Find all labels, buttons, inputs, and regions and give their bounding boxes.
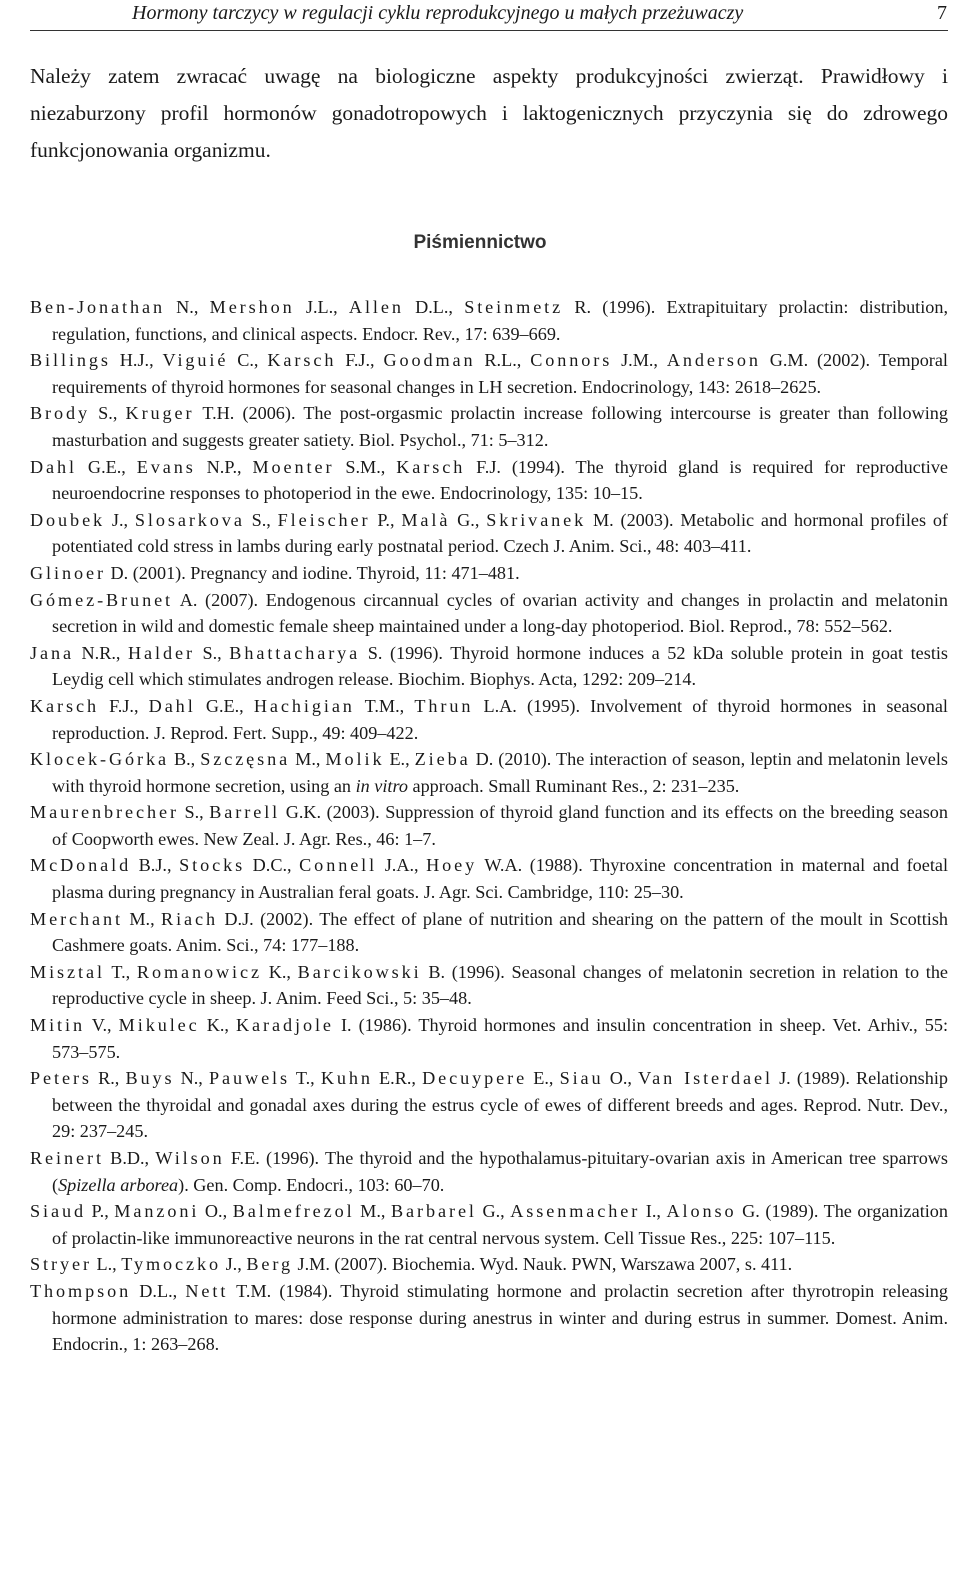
author-name: Ben-Jonathan (30, 297, 165, 317)
author-name: Connell (299, 855, 378, 876)
reference-list (30, 294, 948, 1358)
author-name: Alonso (666, 1201, 737, 1222)
reference-text: T.H. (2006). The post-orgasmic prolactin increase following intercourse is greater than following masturbation and suggests greater satiety. Biol. Psychol., 71: 5–312. (52, 403, 948, 450)
author-name: Balmefrezol (232, 1201, 355, 1222)
author-name: Decuypere (422, 1068, 528, 1089)
author-name: Misztal (30, 961, 105, 982)
reference-text: I., (640, 1201, 667, 1222)
reference-text: L.A. (1995). Involvement of thyroid hormones in seasonal reproduction. J. Reprod. Fert. Supp., 49: 409–422. (52, 695, 948, 743)
reference-item (30, 852, 948, 905)
reference-text: B. (1996). Seasonal changes of melatonin secretion in relation to the reproductive cycle in sheep. J. Anim. Feed Sci., 5: 35–48. (52, 961, 948, 1009)
author-name: McDonald (30, 855, 132, 876)
reference-item (30, 1145, 948, 1198)
author-name: Van Isterdael (638, 1068, 773, 1089)
intro-paragraph: Należy zatem zwracać uwagę na biologiczne aspekty produkcyjności zwierząt. Prawidłowy i niezaburzony profil hormonów gonadotropowych i laktogenicznych przyczynia się do zdrowego funkcjonowania organizmu. (30, 64, 948, 162)
reference-item (30, 1278, 948, 1358)
author-name: Mershon (209, 297, 295, 317)
author-name: Hoey (426, 855, 478, 876)
reference-text: K., (199, 1015, 236, 1036)
author-name: Glinoer (30, 562, 106, 583)
author-name: Viguié (162, 350, 229, 371)
author-name: Gómez-Brunet (30, 589, 174, 610)
reference-text: T., (290, 1068, 321, 1089)
author-name: Merchant (30, 908, 123, 929)
author-name: Moenter (252, 456, 335, 477)
reference-text: J. (1989). Relationship between the thyroidal and gonadal axes during the estrus cycle of ewes of different breeds and ages. Reprod. Nutr. Dev., 29: 237–245. (52, 1068, 948, 1142)
reference-text: P., (86, 1201, 115, 1222)
reference-text: ). Gen. Comp. Endocri., 103: 60–70. (178, 1174, 445, 1195)
reference-text: V., (85, 1015, 119, 1036)
author-name: Berg (246, 1254, 293, 1275)
reference-text: S. (1996). Thyroid hormone induces a 52 kDa soluble protein in goat testis Leydig cell which stimulates androgen release. Biochim. Biophys. Acta, 1292: 209–214. (52, 642, 948, 690)
reference-text: I. (1986). Thyroid hormones and insulin concentration in sheep. Vet. Arhiv., 55: 573–575. (52, 1015, 948, 1062)
author-name: Jana (30, 642, 74, 663)
author-name: Slosarkova (134, 509, 245, 530)
reference-text: D.C., (245, 855, 300, 876)
author-name: Manzoni (114, 1201, 200, 1222)
reference-text: F.J., (98, 695, 149, 716)
reference-text: J.A., (377, 855, 427, 876)
author-name: Romanowicz (136, 961, 262, 982)
reference-text: G.E., (195, 695, 254, 716)
reference-item (30, 799, 948, 852)
author-name: Peters (30, 1068, 92, 1089)
reference-text: D.J. (2002). The effect of plane of nutrition and shearing on the pattern of the moult in Scottish Cashmere goats. Anim. Sci., 74: 177–188. (52, 908, 948, 956)
reference-text: M., (354, 1201, 391, 1222)
reference-text: S., (244, 509, 278, 530)
reference-text: G., (476, 1201, 511, 1222)
reference-text: B.D., (103, 1148, 156, 1168)
reference-text: T., (104, 961, 137, 982)
author-name: Assenmacher (510, 1201, 641, 1222)
reference-text: J.L., (294, 297, 349, 317)
reference-text: O., (603, 1068, 639, 1089)
author-name: Karsch (267, 350, 337, 371)
author-name: Riach (161, 908, 219, 929)
author-name: Wilson (155, 1148, 225, 1168)
author-name: Brody (30, 403, 91, 424)
reference-text: D.L., (131, 1280, 186, 1301)
reference-text: J., (105, 509, 135, 530)
reference-text: T.M. (1984). Thyroid stimulating hormone and prolactin secretion after thyrotropin releasing hormone administration to mares: dose response during anestrus in winter and during estrus in summer. Domest. Anim. Endocrin., 1: 263–268. (52, 1280, 948, 1355)
author-name: Halder (127, 642, 195, 663)
reference-text: O., (199, 1201, 233, 1222)
author-name: Pauwels (209, 1068, 291, 1089)
author-name: Fleischer (277, 509, 371, 530)
author-name: Molik (325, 749, 385, 770)
reference-text: H.J., (110, 350, 163, 371)
author-name: Evans (136, 456, 196, 477)
reference-item (30, 1012, 948, 1065)
author-name: Siaud (30, 1201, 86, 1222)
running-header (0, 0, 960, 30)
reference-text: approach. Small Ruminant Res., 2: 231–235. (407, 775, 740, 796)
author-name: Thompson (30, 1280, 132, 1301)
reference-item (30, 693, 948, 746)
reference-text: M., (290, 749, 326, 770)
author-name: Dahl (148, 695, 196, 716)
author-name: Mitin (30, 1015, 85, 1036)
reference-text: L., (91, 1254, 122, 1275)
reference-text: J.M. (2007). Biochemia. Wyd. Nauk. PWN, Warszawa 2007, s. 411. (293, 1254, 793, 1275)
reference-text: G.M. (2002). Temporal requirements of thyroid hormones for seasonal changes in LH secretion. Endocrinology, 143: 2618–2625. (52, 350, 948, 397)
reference-item (30, 1065, 948, 1145)
reference-item (30, 746, 948, 799)
header-rule (30, 30, 948, 31)
reference-item (30, 560, 948, 587)
reference-text: R., (91, 1068, 126, 1089)
reference-text: T.M., (354, 695, 415, 716)
reference-text: F.J., (336, 350, 384, 371)
italic-text: Spizella arborea (58, 1174, 179, 1195)
reference-item (30, 1251, 948, 1278)
author-name: Stocks (179, 855, 246, 876)
reference-text: G., (450, 509, 487, 530)
reference-text: F.J. (1994). The thyroid gland is required for reproductive neuroendocrine responses to photoperiod in the ewe. Endocrinology, 135: 10–15. (52, 456, 949, 504)
reference-text: S., (194, 642, 230, 663)
page-number: 7 (937, 2, 947, 24)
reference-text: D.L., (403, 297, 465, 317)
reference-text: F.E. (1996). The thyroid and the hypothalamus-pituitary-ovarian axis in American tree sparrows ( (52, 1148, 949, 1195)
author-name: Kruger (125, 403, 195, 424)
reference-item (30, 507, 948, 560)
reference-item (30, 294, 948, 347)
section-heading: Piśmiennictwo (413, 232, 547, 253)
reference-item (30, 906, 948, 959)
reference-text: J.M., (612, 350, 667, 371)
author-name: Billings (30, 350, 111, 371)
reference-item (30, 587, 948, 640)
reference-text: S., (178, 802, 210, 823)
reference-text: G.K. (2003). Suppression of thyroid gland function and its effects on the breeding season of Coopworth ewes. New Zeal. J. Agr. Res., 46: 1–7. (52, 802, 948, 849)
reference-item (30, 959, 948, 1012)
author-name: Klocek-Górka (30, 749, 169, 770)
author-name: Malà (401, 509, 451, 530)
author-name: Szczęsna (200, 749, 291, 770)
reference-text: D. (2001). Pregnancy and iodine. Thyroid, 11: 471–481. (105, 562, 520, 583)
reference-text: R.L., (475, 350, 531, 371)
author-name: Siau (559, 1068, 604, 1089)
author-name: Connors (530, 350, 613, 371)
reference-text: K., (262, 961, 298, 982)
author-name: Doubek (30, 509, 106, 530)
reference-item (30, 640, 948, 693)
reference-text: P., (370, 509, 402, 530)
reference-text: N., (164, 297, 210, 317)
author-name: Hachigian (253, 695, 355, 716)
author-name: Karsch (396, 456, 466, 477)
reference-text: E., (527, 1068, 560, 1089)
reference-text: S.M., (334, 456, 397, 477)
reference-text: B.J., (131, 855, 180, 876)
reference-item (30, 454, 948, 507)
author-name: Thrun (414, 695, 474, 716)
reference-item (30, 1198, 948, 1251)
reference-text: D. (2010). The interaction of season, leptin and melatonin levels with thyroid hormone secretion, using an (52, 749, 949, 796)
reference-text: A. (2007). Endogenous circannual cycles of ovarian activity and changes in prolactin and melatonin secretion in wild and domestic female sheep maintained under a long-day photoperiod. Biol. Reprod., 78: 552–562. (52, 589, 948, 637)
author-name: Karadjole (235, 1015, 334, 1036)
italic-text: in vitro (355, 775, 408, 796)
reference-text: J., (221, 1254, 247, 1275)
reference-text: E., (384, 749, 415, 770)
running-title: Hormony tarczycy w regulacji cyklu reprodukcyjnego u małych przeżuwaczy (132, 2, 744, 24)
reference-text: E.R., (372, 1068, 423, 1089)
reference-text: N.R., (73, 642, 128, 663)
author-name: Karsch (30, 695, 99, 716)
author-name: Tymoczko (121, 1254, 222, 1275)
author-name: Bhattacharya (229, 642, 361, 663)
author-name: Goodman (383, 350, 476, 371)
reference-text: M. (2003). Metabolic and hormonal profiles of potentiated cold stress in lambs during early postnatal period. Czech J. Anim. Sci., 48: 403–411. (52, 509, 948, 557)
author-name: Kuhn (320, 1068, 373, 1089)
reference-text: W.A. (1988). Thyroxine concentration in maternal and foetal plasma during pregnancy in Australian feral goats. J. Agr. Sci. Cambridge, 110: 25–30. (52, 855, 949, 903)
reference-text: N.P., (195, 456, 253, 477)
author-name: Skrivanek (486, 509, 587, 530)
author-name: Nett (185, 1280, 229, 1301)
author-name: Zieba (414, 749, 471, 770)
reference-text: C., (228, 350, 268, 371)
reference-text: S., (90, 403, 126, 424)
reference-item (30, 347, 948, 400)
author-name: Allen (348, 297, 404, 317)
author-name: Buys (125, 1068, 175, 1089)
author-name: Barrell (209, 802, 281, 823)
reference-text: N., (174, 1068, 209, 1089)
reference-text: B., (168, 749, 201, 770)
author-name: Barbarel (390, 1201, 477, 1222)
reference-text: G.E., (77, 456, 137, 477)
author-name: Maurenbrecher (30, 802, 179, 823)
author-name: Mikulec (118, 1015, 200, 1036)
reference-text: G. (1989). The organization of prolactin-like immunoreactive neurons in the rat central nervous system. Cell Tissue Res., 225: 107–115. (52, 1201, 948, 1248)
author-name: Anderson (666, 350, 761, 371)
reference-text: M., (122, 908, 162, 929)
reference-item (30, 400, 948, 453)
author-name: Barcikowski (297, 961, 422, 982)
author-name: Steinmetz (464, 297, 564, 317)
author-name: Reinert (30, 1148, 104, 1168)
reference-text: R. (1996). Extrapituitary prolactin: distribution, regulation, functions, and clinical aspects. Endocr. Rev., 17: 639–669. (52, 297, 949, 344)
author-name: Stryer (30, 1254, 92, 1275)
author-name: Dahl (30, 456, 78, 477)
